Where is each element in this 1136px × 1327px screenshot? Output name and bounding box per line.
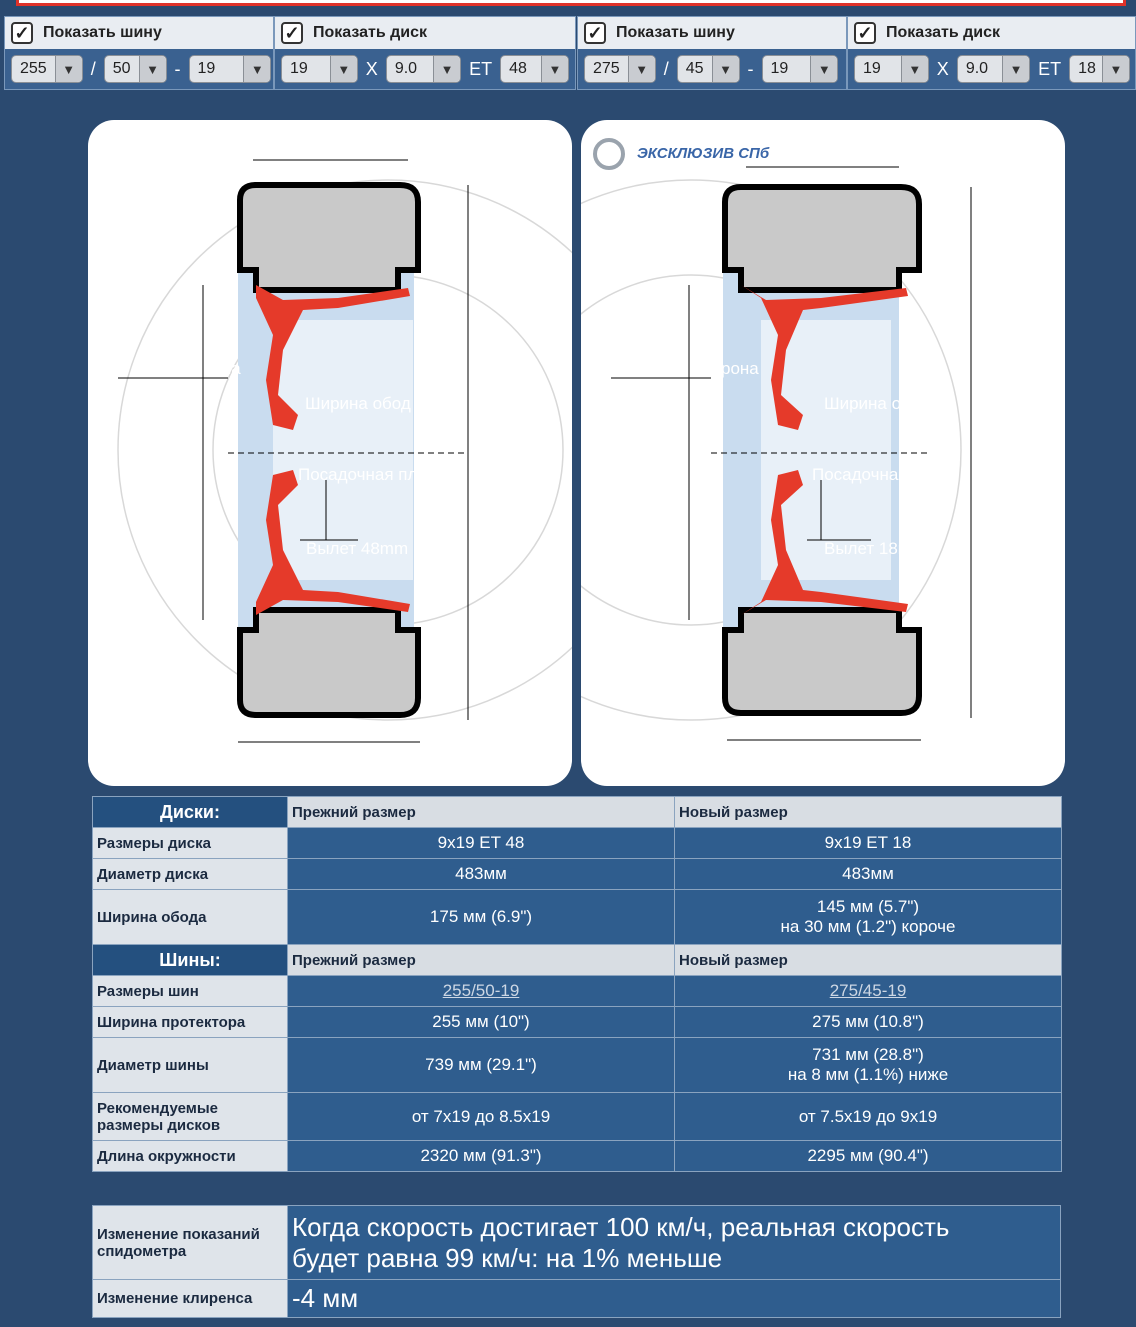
select-tire-diameter-new[interactable]: 19 ▼: [762, 55, 839, 83]
table-row: [93, 1280, 1061, 1318]
comparison-table: [92, 796, 1062, 1172]
table-row: Ширина обода 175 мм (6.9") 145 мм (5.7") на 30 мм (1.2") короче: [93, 890, 1062, 945]
tires-new-header: Новый размер: [675, 945, 1062, 976]
tire-control-old: ✓ Показать шину 255 ▼ / 50 ▼ - 19 ▼: [4, 16, 274, 90]
label-show-tire-new: Показать шину: [616, 24, 735, 41]
disk-control-new: ✓ Показать диск 19 ▼ X 9.0 ▼ ET 18 ▼: [847, 16, 1136, 90]
label-show-disk-new: Показать диск: [886, 24, 1001, 41]
checkbox-show-disk-new[interactable]: ✓: [854, 22, 876, 44]
top-red-frame: [16, 0, 1126, 6]
speedometer-label: Изменение показаний спидометра: [93, 1206, 288, 1280]
select-disk-width-old[interactable]: 9.0 ▼: [386, 55, 461, 83]
speedometer-text: Когда скорость достигает 100 км/ч, реальная скорость будет равна 99 км/ч: на 1% меньше: [288, 1206, 1061, 1280]
summary-table: [92, 1205, 1061, 1318]
label-rim-width-new: Ширина об: [824, 394, 911, 413]
select-disk-diameter-new[interactable]: 19 ▼: [854, 55, 929, 83]
table-row: Длина окружности 2320 мм (91.3") 2295 мм (90.4"): [93, 1141, 1062, 1172]
label-crown-old: рона: [203, 359, 241, 378]
chevron-down-icon: ▼: [541, 56, 568, 82]
chevron-down-icon: ▼: [330, 56, 357, 82]
diagram-old: [88, 120, 572, 786]
table-row: Диаметр шины 739 мм (29.1") 731 мм (28.8") на 8 мм (1.1%) ниже: [93, 1038, 1062, 1093]
brand-name: ЭКСКЛЮЗИВ СПб: [637, 145, 770, 162]
table-row: Ширина протектора 255 мм (10") 275 мм (10.8"): [93, 1007, 1062, 1038]
top-bar: [0, 0, 1136, 16]
chevron-down-icon: ▼: [139, 56, 166, 82]
disks-old-header: Прежний размер: [288, 797, 675, 828]
tires-section-title: Шины:: [93, 945, 288, 976]
checkbox-show-tire-new[interactable]: ✓: [584, 22, 606, 44]
table-row: [93, 1206, 1061, 1280]
select-disk-width-new[interactable]: 9.0 ▼: [957, 55, 1030, 83]
label-crown-new: рона: [721, 359, 759, 378]
chevron-down-icon: ▼: [901, 56, 928, 82]
table-row: Размеры диска 9x19 ET 48 9x19 ET 18: [93, 828, 1062, 859]
chevron-down-icon: ▼: [433, 56, 460, 82]
table-row: Размеры шин 255/50-19 275/45-19: [93, 976, 1062, 1007]
disks-section-title: Диски:: [93, 797, 288, 828]
link-tire-size-old[interactable]: 255/50-19: [442, 981, 520, 1000]
checkbox-show-tire-old[interactable]: ✓: [11, 22, 33, 44]
label-seat-old: Посадочная пл: [298, 465, 418, 484]
table-row: Рекомендуемые размеры дисков от 7x19 до 8.5x19 от 7.5x19 до 9x19: [93, 1093, 1062, 1141]
brand-logo-icon: [595, 140, 623, 168]
disks-new-header: Новый размер: [675, 797, 1062, 828]
label-offset-old: Вылет 48mm: [306, 539, 409, 558]
wheel-diagram-new: [581, 120, 1065, 786]
select-tire-profile-new[interactable]: 45 ▼: [677, 55, 740, 83]
chevron-down-icon: ▼: [55, 56, 82, 82]
chevron-down-icon: ▼: [810, 56, 837, 82]
tires-old-header: Прежний размер: [288, 945, 675, 976]
clearance-label: Изменение клиренса: [93, 1280, 288, 1318]
select-tire-diameter-old[interactable]: 19 ▼: [189, 55, 272, 83]
select-tire-width-old[interactable]: 255 ▼: [11, 55, 83, 83]
disk-control-old: ✓ Показать диск 19 ▼ X 9.0 ▼ ET 48 ▼: [274, 16, 576, 90]
chevron-down-icon: ▼: [243, 56, 270, 82]
select-tire-profile-old[interactable]: 50 ▼: [104, 55, 167, 83]
table-row: Диаметр диска 483мм 483мм: [93, 859, 1062, 890]
link-tire-size-new[interactable]: 275/45-19: [829, 981, 907, 1000]
select-tire-width-new[interactable]: 275 ▼: [584, 55, 656, 83]
select-disk-et-old[interactable]: 48 ▼: [500, 55, 569, 83]
chevron-down-icon: ▼: [628, 56, 655, 82]
label-seat-new: Посадочная: [812, 465, 908, 484]
label-offset-new: Вылет 18mm: [824, 539, 927, 558]
select-disk-diameter-old[interactable]: 19 ▼: [281, 55, 358, 83]
wheel-diagram-old: [88, 120, 572, 786]
label-show-tire-old: Показать шину: [43, 24, 162, 41]
chevron-down-icon: ▼: [712, 56, 739, 82]
diagram-new: [581, 120, 1065, 786]
label-show-disk-old: Показать диск: [313, 24, 428, 41]
checkbox-show-disk-old[interactable]: ✓: [281, 22, 303, 44]
select-disk-et-new[interactable]: 18 ▼: [1069, 55, 1130, 83]
chevron-down-icon: ▼: [1102, 56, 1129, 82]
clearance-value: -4 мм: [288, 1280, 1061, 1318]
tire-control-new: ✓ Показать шину 275 ▼ / 45 ▼ - 19 ▼: [577, 16, 847, 90]
chevron-down-icon: ▼: [1002, 56, 1029, 82]
label-rim-width-old: Ширина обод: [305, 394, 411, 413]
